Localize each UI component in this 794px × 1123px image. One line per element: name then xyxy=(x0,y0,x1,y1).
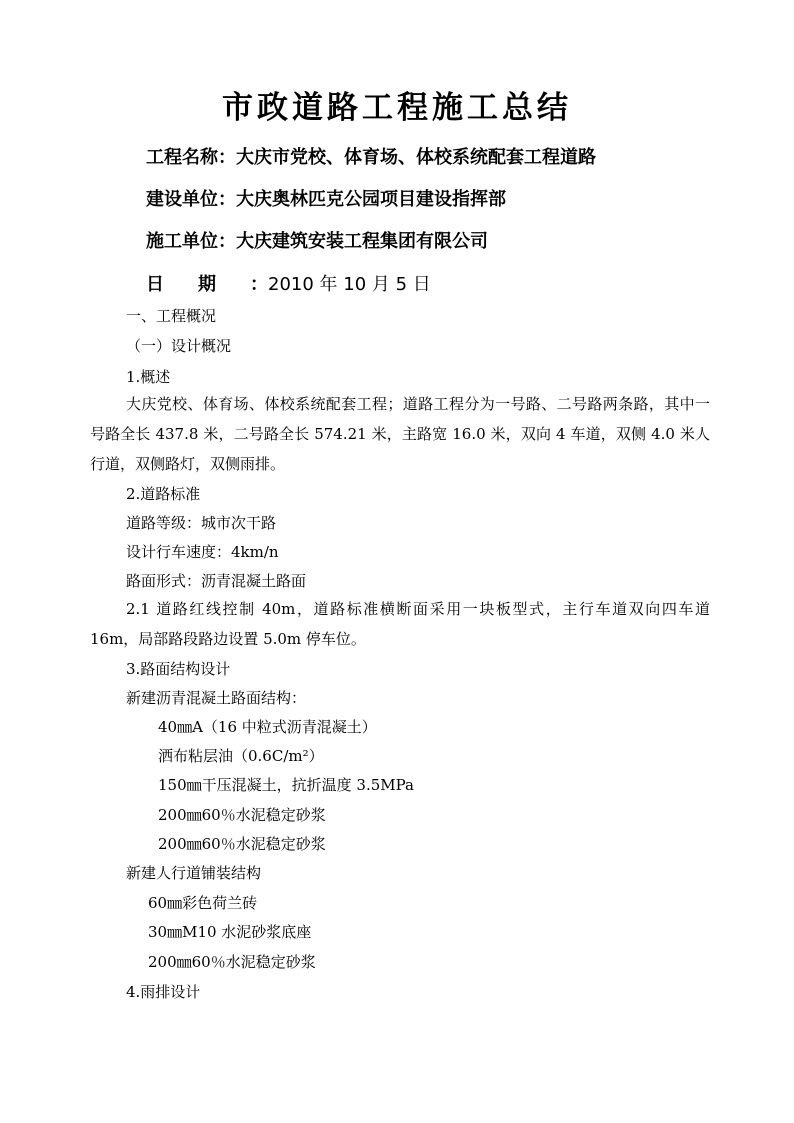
road-grade-text: 道路等级：城市次干路 xyxy=(126,514,277,532)
date-separator: ： xyxy=(250,274,268,295)
item-heading: 4.雨排设计 xyxy=(126,983,201,1001)
sidewalk-item: 60㎜彩色荷兰砖 xyxy=(148,894,258,912)
date-value: 2010 年 10 月 5 日 xyxy=(268,274,431,295)
item-heading: 2.道路标准 xyxy=(126,485,201,503)
contractor-line xyxy=(146,229,488,255)
layer-item: 200㎜60％水泥稳定砂浆 xyxy=(158,806,326,824)
design-speed-text: 设计行车速度：4km/n xyxy=(126,543,279,561)
redline-paragraph: 2.1 道路红线控制 40m，道路标准横断面采用一块板型式，主行车道双向四车道 16m，局部路段路边设置 5.0m 停车位。 xyxy=(90,600,710,648)
item-heading: 3.路面结构设计 xyxy=(126,660,231,678)
project-name-value: 大庆市党校、体育场、体校系统配套工程道路 xyxy=(236,147,596,168)
layer-item: 洒布粘层油（0.6C/m²） xyxy=(158,747,324,765)
item-heading: 1.概述 xyxy=(126,368,171,386)
document-title: 市政道路工程施工总结 xyxy=(222,90,572,126)
builder-label: 建设单位： xyxy=(146,189,236,210)
layer-item: 200㎜60％水泥稳定砂浆 xyxy=(158,835,326,853)
section-heading: 一、工程概况 xyxy=(126,307,217,325)
sidewalk-item: 30㎜M10 水泥砂浆底座 xyxy=(148,923,312,941)
contractor-value: 大庆建筑安装工程集团有限公司 xyxy=(236,231,488,252)
date-label: 日期 xyxy=(146,274,250,295)
builder-line xyxy=(146,187,506,213)
builder-value: 大庆奥林匹克公园项目建设指挥部 xyxy=(236,189,506,210)
layer-item: 150㎜干压混凝土，抗折温度 3.5MPa xyxy=(158,776,414,794)
sidewalk-item: 200㎜60％水泥稳定砂浆 xyxy=(148,953,316,971)
contractor-label: 施工单位： xyxy=(146,231,236,252)
date-line xyxy=(146,272,431,298)
subsection-heading: （一）设计概况 xyxy=(126,337,232,355)
project-name-label: 工程名称： xyxy=(146,147,236,168)
overview-paragraph: 大庆党校、体育场、体校系统配套工程；道路工程分为一号路、二号路两条路，其中一号路全长 437.8 米，二号路全长 574.21 米，主路宽 16.0 米，双向 4 车道，双侧 4.0 米人行道，双侧路灯，双侧雨排。 xyxy=(90,395,710,473)
layer-item: 40㎜A（16 中粒式沥青混凝土） xyxy=(158,718,377,736)
pavement-form-text: 路面形式：沥青混凝土路面 xyxy=(126,572,307,590)
new-asphalt-text: 新建沥青混凝土路面结构： xyxy=(126,689,307,707)
project-name-line xyxy=(146,145,596,171)
new-sidewalk-text: 新建人行道铺装结构 xyxy=(126,864,262,882)
